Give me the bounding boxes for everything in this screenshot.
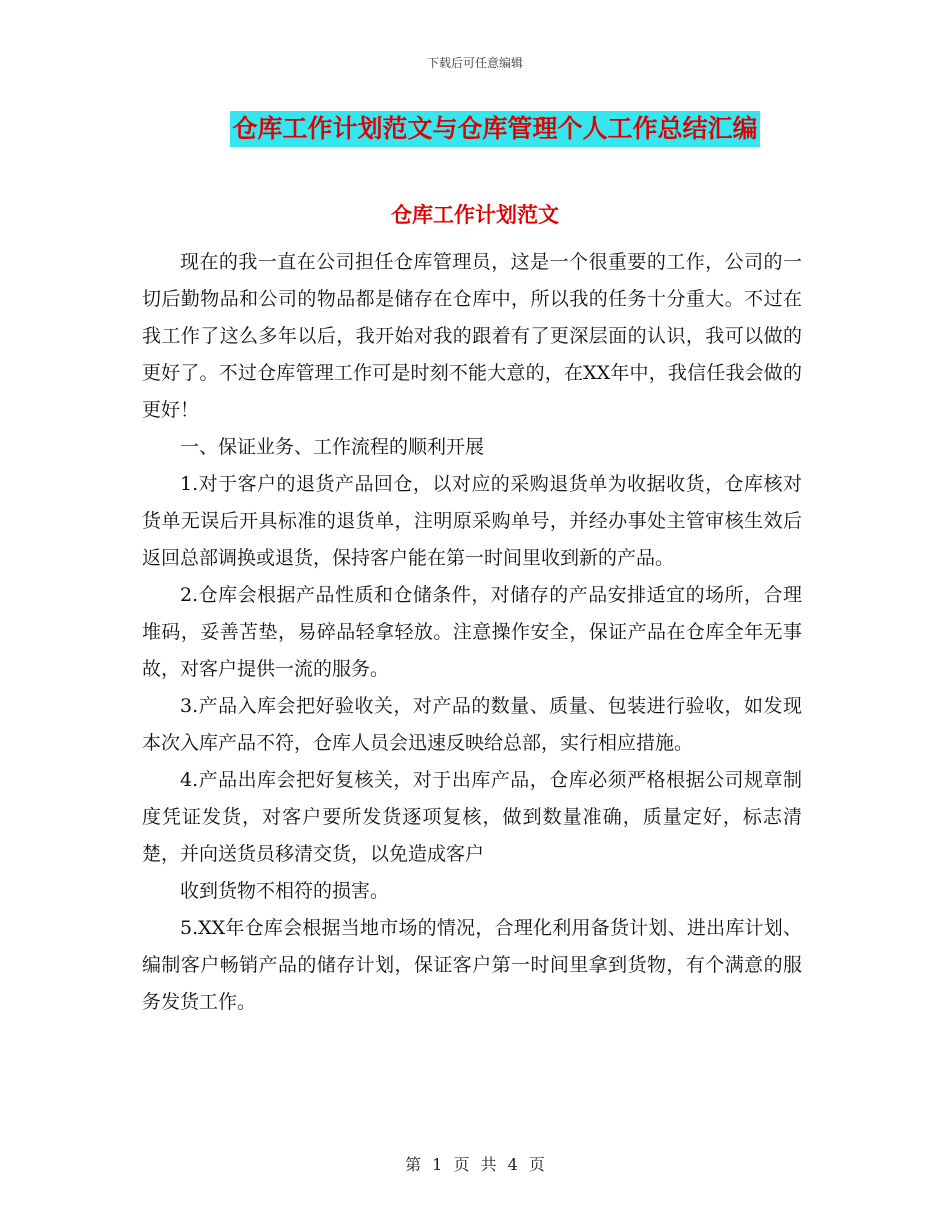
document-title-container [0,111,950,147]
document-title: 仓库工作计划范文与仓库管理个人工作总结汇编 [230,111,759,147]
paragraph-item-2: 2.仓库会根据产品性质和仓储条件，对储存的产品安排适宜的场所，合理堆码，妥善苫垫，易碎品轻拿轻放。注意操作安全，保证产品在仓库全年无事故，对客户提供一流的服务。 [142,584,802,680]
paragraph-item-4: 4.产品出库会把好复核关，对于出库产品，仓库必须严格根据公司规章制度凭证发货，对客户要所发货逐项复核，做到数量准确，质量定好，标志清楚，并向送货员移清交货，以免造成客户 [142,769,802,865]
document-body [142,244,802,1021]
page-header-note: 下载后可任意编辑 [426,56,523,70]
paragraph-item-4-continued: 收到货物不相符的损害。 [180,880,390,902]
page-number: 第 1 页 共 4 页 [405,1155,545,1174]
section-title: 仓库工作计划范文 [391,202,559,227]
paragraph-item-5: 5.XX年仓库会根据当地市场的情况，合理化利用备货计划、进出库计划、编制客户畅销产品的储存计划，保证客户第一时间里拿到货物，有个满意的服务发货工作。 [142,917,802,1013]
paragraph-item-1: 1.对于客户的退货产品回仓，以对应的采购退货单为收据收货，仓库核对货单无误后开具标准的退货单，注明原采购单号，并经办事处主管审核生效后返回总部调换或退货，保持客户能在第一时间里收到新的产品。 [142,473,802,569]
paragraph-heading-1: 一、保证业务、工作流程的顺利开展 [180,436,485,458]
paragraph-intro: 现在的我一直在公司担任仓库管理员，这是一个很重要的工作，公司的一切后勤物品和公司的物品都是储存在仓库中，所以我的任务十分重大。不过在我工作了这么多年以后，我开始对我的跟着有了更深层面的认识，我可以做的更好了。不过仓库管理工作可是时刻不能大意的，在XX年中，我信任我会做的更好！ [142,251,802,421]
paragraph-item-3: 3.产品入库会把好验收关，对产品的数量、质量、包装进行验收，如发现本次入库产品不符，仓库人员会迅速反映给总部，实行相应措施。 [142,695,802,754]
